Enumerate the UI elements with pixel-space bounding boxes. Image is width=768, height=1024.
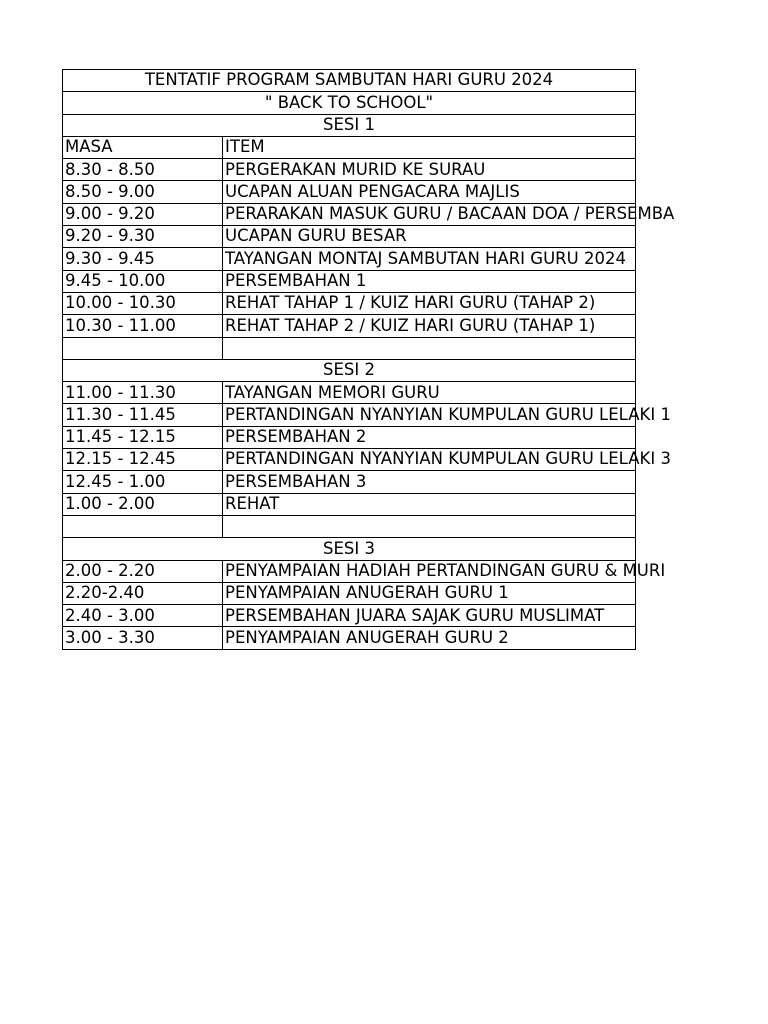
cell-masa[interactable]: 10.00 - 10.30 [63,292,223,314]
blank-row [63,337,636,359]
cell-masa[interactable]: 10.30 - 11.00 [63,315,223,337]
table-row [63,449,636,471]
cell-item[interactable]: PENYAMPAIAN HADIAH PERTANDINGAN GURU & MURI [223,560,636,582]
sesi-3-label[interactable]: SESI 3 [63,538,636,560]
cell-masa[interactable]: 9.00 - 9.20 [63,203,223,225]
cell-item[interactable]: PENYAMPAIAN ANUGERAH GURU 1 [223,582,636,604]
cell-item[interactable]: REHAT TAHAP 1 / KUIZ HARI GURU (TAHAP 2) [223,292,636,314]
cell-masa[interactable]: 12.15 - 12.45 [63,449,223,471]
table-row [63,315,636,337]
sesi-1-row [63,114,636,136]
table-row [63,605,636,627]
cell-item[interactable]: PERTANDINGAN NYANYIAN KUMPULAN GURU LELAKI 3 [223,449,636,471]
table-row [63,471,636,493]
cell-item[interactable]: TAYANGAN MEMORI GURU [223,382,636,404]
table-row [63,159,636,181]
table-row [63,627,636,649]
cell-empty[interactable] [63,515,223,537]
cell-masa[interactable]: 12.45 - 1.00 [63,471,223,493]
cell-item[interactable]: PERSEMBAHAN 1 [223,270,636,292]
cell-empty[interactable] [223,337,636,359]
table-row [63,493,636,515]
header-masa[interactable]: MASA [63,136,223,158]
cell-item[interactable]: TAYANGAN MONTAJ SAMBUTAN HARI GURU 2024 [223,248,636,270]
cell-masa[interactable]: 3.00 - 3.30 [63,627,223,649]
table-row [63,382,636,404]
cell-masa[interactable]: 1.00 - 2.00 [63,493,223,515]
table-row [63,560,636,582]
title-row [63,70,636,92]
header-row [63,136,636,158]
cell-masa[interactable]: 8.30 - 8.50 [63,159,223,181]
program-title[interactable]: TENTATIF PROGRAM SAMBUTAN HARI GURU 2024 [63,70,636,92]
cell-item[interactable]: PERARAKAN MASUK GURU / BACAAN DOA / PERSEMBA [223,203,636,225]
sesi-2-label[interactable]: SESI 2 [63,359,636,381]
cell-item[interactable]: REHAT [223,493,636,515]
cell-masa[interactable]: 2.40 - 3.00 [63,605,223,627]
cell-item[interactable]: UCAPAN ALUAN PENGACARA MAJLIS [223,181,636,203]
cell-masa[interactable]: 11.00 - 11.30 [63,382,223,404]
program-table-body [63,70,675,650]
cell-masa[interactable]: 9.20 - 9.30 [63,226,223,248]
cell-masa[interactable]: 11.45 - 12.15 [63,426,223,448]
cell-empty[interactable] [223,515,636,537]
spreadsheet-area [62,69,768,650]
table-row [63,226,636,248]
table-row [63,270,636,292]
sesi-1-label[interactable]: SESI 1 [63,114,636,136]
cell-masa[interactable]: 8.50 - 9.00 [63,181,223,203]
cell-masa[interactable]: 2.20-2.40 [63,582,223,604]
table-row [63,404,636,426]
cell-item[interactable]: REHAT TAHAP 2 / KUIZ HARI GURU (TAHAP 1) [223,315,636,337]
table-row [63,203,636,225]
table-row [63,248,636,270]
program-table [62,69,675,650]
table-row [63,292,636,314]
table-row [63,181,636,203]
cell-item[interactable]: PERGERAKAN MURID KE SURAU [223,159,636,181]
cell-empty[interactable] [63,337,223,359]
cell-masa[interactable]: 11.30 - 11.45 [63,404,223,426]
cell-item[interactable]: PERSEMBAHAN JUARA SAJAK GURU MUSLIMAT [223,605,636,627]
program-subtitle[interactable]: " BACK TO SCHOOL" [63,92,636,114]
sesi-3-row [63,538,636,560]
cell-item[interactable]: PENYAMPAIAN ANUGERAH GURU 2 [223,627,636,649]
cell-item[interactable]: PERTANDINGAN NYANYIAN KUMPULAN GURU LELAKI 1 [223,404,636,426]
cell-item[interactable]: PERSEMBAHAN 3 [223,471,636,493]
table-row [63,426,636,448]
subtitle-row [63,92,636,114]
cell-masa[interactable]: 2.00 - 2.20 [63,560,223,582]
blank-row [63,515,636,537]
header-item[interactable]: ITEM [223,136,636,158]
table-row [63,582,636,604]
cell-item[interactable]: PERSEMBAHAN 2 [223,426,636,448]
cell-item[interactable]: UCAPAN GURU BESAR [223,226,636,248]
sesi-2-row [63,359,636,381]
cell-masa[interactable]: 9.30 - 9.45 [63,248,223,270]
cell-masa[interactable]: 9.45 - 10.00 [63,270,223,292]
